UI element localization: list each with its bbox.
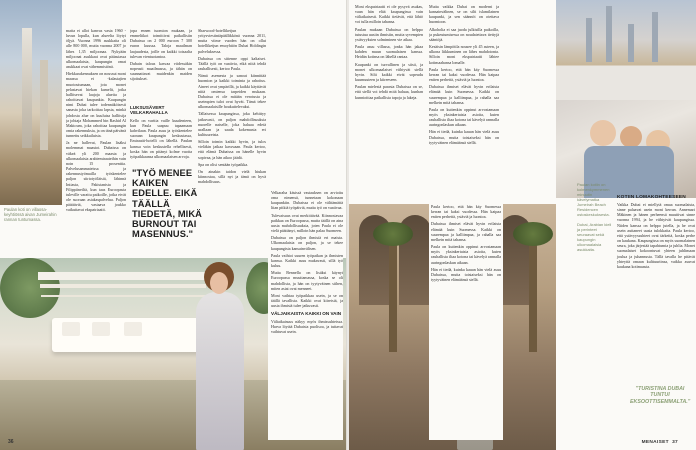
left-page — [0, 0, 347, 450]
text-column-2b — [130, 102, 192, 162]
dubai-skyline-photo — [0, 0, 62, 205]
pull-quote: "TYÖ MENEE KAIKEN EDELLE. EIKÄ TÄÄLLÄ TIEDETÄ, MIKÄ BURNOUT TAI MASENNUS." — [132, 168, 202, 240]
sidebar-box — [617, 195, 695, 269]
text-column-3 — [198, 28, 266, 186]
sidebar-text: Vaikka Dubai ei miellytä omaa suomalaista, sinne palaavat usein moni kerran. Annemari Mäkinen ja hänen perheensä muuttivat sinne vuonna 1994, ja he viihtyivät kaupungissa. Niiden kanssa on helppo jutella, ja he ovat usein auttaneet uusia tulokkaita. Paula kertoo, että ystävyyssuhteet ovat tärkeitä, koska perhe on kaukana. Kaupungissa on myös suomalainen seura, joka järjestää tapahtumia ja juhlia. Monet suomalaiset kokoontuvat yhteen juhlimaan joulua ja juhannusta. Tällä tavalla he pitävät yhteyttä omaan kulttuuriinsa, vaikka asuvat kaukana kotimaasta. — [617, 202, 695, 269]
text-column-6b — [429, 204, 503, 440]
paragraph: Kello on varttia vaille kuudenteen, kun Paula saapuu tapaamaan kahvilaan. Paula asuu ja työskentelee suoraan kaupungin keskustassa, Emiraatti-hotelli on lähellä. Paulan kanssa voin keskustella rehellisesti, koska hän on pitänyt kolme vuotta työpaikkaansa ulkomaalaisen arvoja. — [130, 117, 192, 159]
city-skyline-photo — [556, 0, 696, 100]
paragraph: Sharwood-hotelliketjun yritysviestintäpäällikkönä vuonna 2011, mutta viime vuoden hän on ollut hotelliketjun emoyhtiön Dubai Holdingin palveluksessa. — [198, 28, 266, 54]
paragraph: Tulevaisuus ovat merkittävää. Kiinnostavaa paikkaa on Euroopassa, mutta täällä on aina uusia mahdollisuuksia, joten Paula ei ole vielä päättänyt, milloin hän palaa Suomeen. — [271, 212, 343, 234]
magazine-title: MENAISET 37 — [641, 440, 678, 445]
section-heading: VÄLJAIKAISTA KAIKKI ON VAIN — [271, 311, 342, 317]
quote: "TURISTINA DUBAI TUNTUI EKSOOTTISEMMALTA." — [630, 386, 691, 405]
paragraph: Hän ei tiedä, kuinka kauan hän vielä asuu Dubaissa, mutta toistaiseksi hän on tyytyväinen elämäänsä siellä. — [431, 266, 501, 283]
paragraph: Paula asuu villassa, jonka hän jakaa kahden muun suomalaisen kanssa. Heidän kotinsa on lähellä rantaa. — [355, 44, 423, 60]
paragraph: Paula on kuitenkin oppinut arvostamaan myös yksinkertaisia asioita, kuten rauhallista iltaa kotona tai kävelyä rannalla auringonlaskun aikaan. — [429, 106, 499, 128]
paragraph: Paula kertoo, että hän käy Suomessa kerran tai kaksi vuodessa. Hän kaipaa eniten perhettä, ystäviä ja luontoa. — [429, 66, 499, 83]
paragraph: Hiekkarakennuksen on noussut moni maassa ei -kalastajien muotoutumaan, jota monet pelastavat hiekan kamelit, jotka hallitsevat laajoja alueita ja rahoittavat kaupunkia. Kaupungin nimi Dubai tulee todennäköisesti sanasta joka tarkoittaa lapsia, minkä johdosta alue on kuuluisa hallitsija ja johtaja Mohammed bin Rashid Al Maktoum, joka rahoittaa kaupungin omia rakennuksia, ja on tänä päivänä tunnettu seikkailuista. — [66, 71, 126, 139]
right-page — [349, 0, 696, 450]
paragraph: Ja ne hallevat, Paulan lisäksi molemmat maastot. Dubaissa on väkeä yli 200 maasta ja ulkomaalaisia arabiemiraateihin vain noin 15 prosenttia. Palvelusammateissa ja rakennustyömailla työskentelee paljon siirtotyöläisiä, lähinnä Intiasta, Pakistanista ja Filippiineiltä, kun taas Euroopasta tuleville varattu paikoille, jotka eivät ole suoraan asiakaspalvelua. Paljon päättäviä, vastaava joukko vaikuttavat ekspatriaatit. — [66, 140, 126, 213]
paragraph: Mutta Bennella on lisäksi käynyt Euroopassa muuttamassa, koska se oli mahdollista, ja hän on tyytyväinen siihen, miten asiat ovat menneet. — [271, 270, 343, 291]
paragraph: Nämä asemesta ja sanoat kiinnittää huomion ja kaikki toiminta ja rahoitus. Aineet ovat ympärillä, ja kaikki käyttävät niitä omiensa tarpeiden mukaan. Dubaissa ei ole mitään verotusta ja useimpien tulot ovat hyvät. Tämä tekee ulkomaalaisille houkuttelevaksi. — [198, 73, 266, 110]
paragraph: Velkaraha käsissä vastauksen on arvioitu oma nimensä, tunnetaan kokonaan kaupunkiin. Dubaissa ei ole välttämättä liian pitkiä työpäiviä, mutta työ on vaativaa. — [271, 190, 343, 211]
paragraph: Silloin toimin kaikki hyvin, ja tulos vieläkin jatkaa kasvuaan. Paula kertoo, että elämä Dubaissa on hänelle hyvin sopivaa, ja hän aikoo jäädä. — [198, 139, 266, 160]
text-column-1 — [66, 28, 126, 256]
paragraph: Paula on kuitenkin oppinut arvostamaan myös yksinkertaisia asioita, kuten rauhallista iltaa kotona tai kävelyä rannalla auringonlaskun aikaan. — [431, 244, 501, 265]
paragraph: Hän ei tiedä, kuinka kauan hän vielä asuu Dubaissa, mutta toistaiseksi hän on tyytyväinen elämäänsä siellä. — [429, 129, 499, 145]
text-column-2 — [130, 28, 192, 106]
woman-portrait — [190, 262, 250, 450]
paragraph: Väliaikaisuus näkyy myös ihmissuhteissa. Harva löytää Dubaista puolisoa, ja tuttavat vaihtuvat usein. — [271, 318, 343, 334]
paragraph: Moni vaihtaa työpaikkaa usein, ja se on täällä tavallista. Kaikki ovat kiireisiä, ja uusia ihmisiä tulee jatkuvasti. — [271, 292, 343, 309]
sidebar-heading: KOTIIN LOMAKOHTEESEEN — [617, 195, 686, 200]
paragraph: Paulan mielestä parasta Dubaissa on se, että siellä voi tehdä mitä haluaa, kunhan kunnioittaa paikallisia tapoja ja lakeja. — [355, 84, 423, 100]
paragraph — [130, 161, 192, 162]
paragraph: Dubaissa ihmiset elävät hyvin erilaista elämää kuin Suomessa. Kaikki on suurempaa ja kalliimpaa, ja rahalla saa melkein mitä tahansa. — [429, 84, 499, 105]
paragraph: Paulan mukaan Dubaissa on helppo tutustua uusiin ihmisiin, mutta syvempien ystävyyksien solmiminen vie aikaa. — [355, 26, 423, 42]
paragraph: Kesäisin lämpötila nousee yli 45 asteen, ja ulkona liikkuminen on lähes mahdotonta. Silloin moni ekspatriaatti lähtee kotimaahansa lomalle. — [429, 44, 499, 65]
paragraph: Kaupunki on turvallinen ja siisti, ja monet ulkomaalaiset viihtyvät siellä hyvin. Silti kaikki eivät sopeudu kuumuuteen ja kiireeseen. — [355, 61, 423, 83]
paragraph: matta ei allot kanvas vasta 1960 -luvun lopulla, kun alueelta löytyi öljyä. Vuonna 1996 asukkaita oli alle 800 000, mutta vuonna 2007 jo lähes 1,35 miljoonaa. Nykyään miljoonat asukkaat ovat pääasiassa ulkomaalaisia, kaupungin omat asukkaat ovat vähemmistönä. — [66, 28, 126, 70]
text-column-4 — [268, 190, 343, 440]
paragraph: Paula vaihtoi suuren työpaikan ja ihmisten kanssa. Kaikki asuu mukavasti, sillä työ kuluu. — [271, 252, 343, 269]
paragraph: Paula kertoo, että hän käy Suomessa kerran tai kaksi vuodessa. Hän kaipaa eniten perhettä, ystäviä ja luontoa. — [431, 204, 501, 220]
text-column-5 — [355, 4, 423, 202]
photo-caption: Paulan koti on villaosakeyhtiössä aivan Jumeirahin rannan tuntumassa. — [4, 207, 57, 223]
paragraph: Moni ekspatriaatti ei ole pysyvä asukas, vaan hän elää kaupungissa vain väliaikaisesti. Kaikki tietävät, että lähtö voi tulla milloin tahansa. — [355, 4, 423, 25]
paragraph: Dubaissa on sittenne oppi kaltaiset. Täällä työt on vaativia, eikä niitä tehdä rauhallisesti, kertoo Paula. — [198, 55, 266, 72]
paragraph: jopa ennen tuomion mukaan, ja emmeliikot toimittivat paikallisiin Dubaissa on 2 000 euroon 7 300 euron kuussa. Taloja maailman laajuudesta, joille on kaikki toisaalta tulevan vientuotantoa. — [130, 28, 192, 59]
paragraph: Dubaissa ihmiset elävät hyvin erilaista elämää kuin Suomessa. Kaikki on suurempaa ja kalliimpaa, ja rahalla saa melkein mitä tahansa. — [431, 221, 501, 242]
section-heading: LUKSUSÄVERT VELKARAHALLA — [130, 105, 168, 116]
paragraph: Dubaissa on paljon ihmisiä eri maista. Ulkomaalaisia on paljon, ja se tekee kaupungista kansainvälisen. — [271, 235, 343, 251]
paragraph: Dubain talous kasvaa viidessäkin nopeasti maailmassa, ja tähän on suunnattavat muidenkin maiden sijoitukset. — [130, 60, 192, 82]
paragraph: Spa on olisi sentään työpaikka. — [198, 161, 249, 167]
paragraph: Mutta vaikka Dubai on moderni ja kansainvälinen, se on silti islamilainen kaupunki, ja sen säännöt on otettava huomioon. — [429, 4, 499, 25]
photo-caption: Paulan kotiin on kolmenkymmenen minuutin kävelymatka Jumeirah Beach Residencen ostoskeskuksesta. Dubai, Arabian kieli ja perinteet seuraavat sekä kaupungin ulkomaalaisia asukkaita. — [577, 182, 612, 252]
page-number: 36 — [8, 439, 14, 445]
paragraph: Alkoholia ei saa juoda julkisilla paikoilla, ja pukeutumisessa on noudatettava tiettyjä sääntöjä. — [429, 26, 499, 42]
paragraph: Tällaisessa kaupungissa, joka kehittyy jatkuvasti, on paljon mahdollisuuksia nuorelle naiselle, joka haluaa edetä urallaan ja saada kokemusta eri kulttuureista. — [198, 111, 266, 137]
paragraph: On ainakin taidon vielä hiukan kiinnostaa, sillä nyt ja tämä on hyvä mahdollisuus. — [198, 168, 266, 185]
